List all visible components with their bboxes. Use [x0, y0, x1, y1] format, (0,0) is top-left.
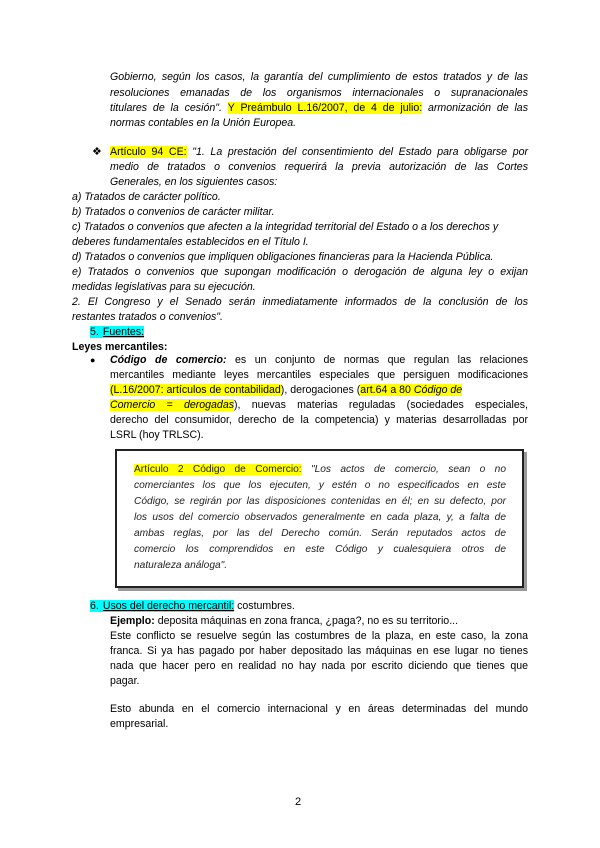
quote-line: titulares de la cesión". Y Preámbulo L.16/2007, de 4 de julio: armonización de las [110, 102, 528, 114]
leyes-line: LSRL (hoy TRLSC). [110, 429, 204, 441]
diamond-bullet-icon: ❖ [92, 146, 102, 158]
art94-item: c) Tratados o convenios que afecten a la integridad territorial del Estado o a los derechos y [72, 221, 499, 233]
section6-line: empresarial. [110, 718, 169, 730]
box-line: comerciantes los que los ejecuten, y estén o no especificados en este [134, 480, 506, 491]
art94-item: a) Tratados de carácter político. [72, 191, 221, 203]
art94-item: d) Tratados o convenios que impliquen obligaciones financieras para la Hacienda Pública. [72, 251, 494, 263]
art94-item: restantes tratados o convenios". [72, 311, 223, 323]
art2-ref: Artículo 2 Código de Comercio: [134, 464, 302, 475]
box-line: naturaleza análoga". [134, 560, 228, 571]
leyes-line: Código de comercio: es un conjunto de normas que regulan las relaciones [110, 354, 529, 366]
page-number: 2 [295, 796, 302, 808]
art94-line: Generales, en los siguientes casos: [110, 176, 278, 188]
section-6-heading: 6. Usos del derecho mercantil: costumbres. [90, 600, 295, 612]
section6-line: franca. Si ya has pagado por haber depositado las máquinas en ese lugar no tienes [110, 645, 528, 657]
box-line: Artículo 2 Código de Comercio: "Los actos de comercio, sean o no [134, 464, 506, 475]
art94-item: e) Tratados o convenios que supongan modificación o derogación de alguna ley o exijan [72, 266, 528, 278]
art94-ref: Artículo 94 CE: [110, 146, 187, 158]
quote-line: resoluciones emanadas de los organismos internacionales o supranacionales [110, 87, 528, 99]
section6-line: pagar. [110, 675, 140, 687]
section6-line: Este conflicto se resuelve según las costumbres de la plaza, en este caso, la zona [110, 630, 528, 642]
section-5-heading: 5. Fuentes: [90, 326, 145, 338]
section6-line: Esto abunda en el comercio internacional y en áreas determinadas del mundo [110, 703, 528, 715]
round-bullet-icon: ● [90, 355, 96, 365]
leyes-line: Comercio = derogadas), nuevas materias reguladas (sociedades especiales, [110, 399, 528, 411]
art94-item: 2. El Congreso y el Senado serán inmediatamente informados de la conclusión de los [72, 296, 528, 308]
section6-line: nada que hacer pero en realidad no hay nada por escrito diciendo que tienes que [110, 660, 528, 672]
leyes-line: derecho del consumidor, derecho de la competencia) y materias desarrolladas por [110, 414, 528, 426]
preambulo-ref: Y Preámbulo L.16/2007, de 4 de julio: [227, 102, 423, 114]
box-line: Código, se regirán por las disposiciones contenidas en él; en su defecto, por [134, 496, 506, 507]
art94-line: medio de tratados o convenios requerirá la previa autorización de las Cortes [110, 161, 528, 173]
box-line: ambas reglas, por las del Derecho común. Serán reputados actos de [134, 528, 506, 539]
ejemplo-line: Ejemplo: deposita máquinas en zona franca, ¿paga?, no es su territorio... [110, 615, 459, 627]
art94-line: Artículo 94 CE: "1. La prestación del consentimiento del Estado para obligarse por [110, 146, 529, 158]
art94-item: b) Tratados o convenios de carácter militar. [72, 206, 275, 218]
quote-line: Gobierno, según los casos, la garantía del cumplimiento de estos tratados y de las [110, 71, 528, 83]
art94-item: deberes fundamentales establecidos en el Título I. [72, 236, 309, 248]
box-line: los usos del comercio observados generalmente en cada plaza, y, a falta de [134, 512, 506, 523]
leyes-line: (L.16/2007: artículos de contabilidad), derogaciones (art.64 a 80 Código de [110, 384, 463, 396]
art94-item: medidas legislativas para su ejecución. [72, 281, 256, 293]
box-line: comercio los comprendidos en este Código y cualesquiera otros de [134, 544, 506, 555]
codigo-comercio-box [115, 449, 524, 588]
quote-line: normas contables en la Unión Europea. [110, 117, 297, 129]
leyes-heading: Leyes mercantiles: [72, 341, 168, 353]
leyes-line: mercantiles mediante leyes mercantiles especiales que persiguen modificaciones [110, 369, 528, 381]
